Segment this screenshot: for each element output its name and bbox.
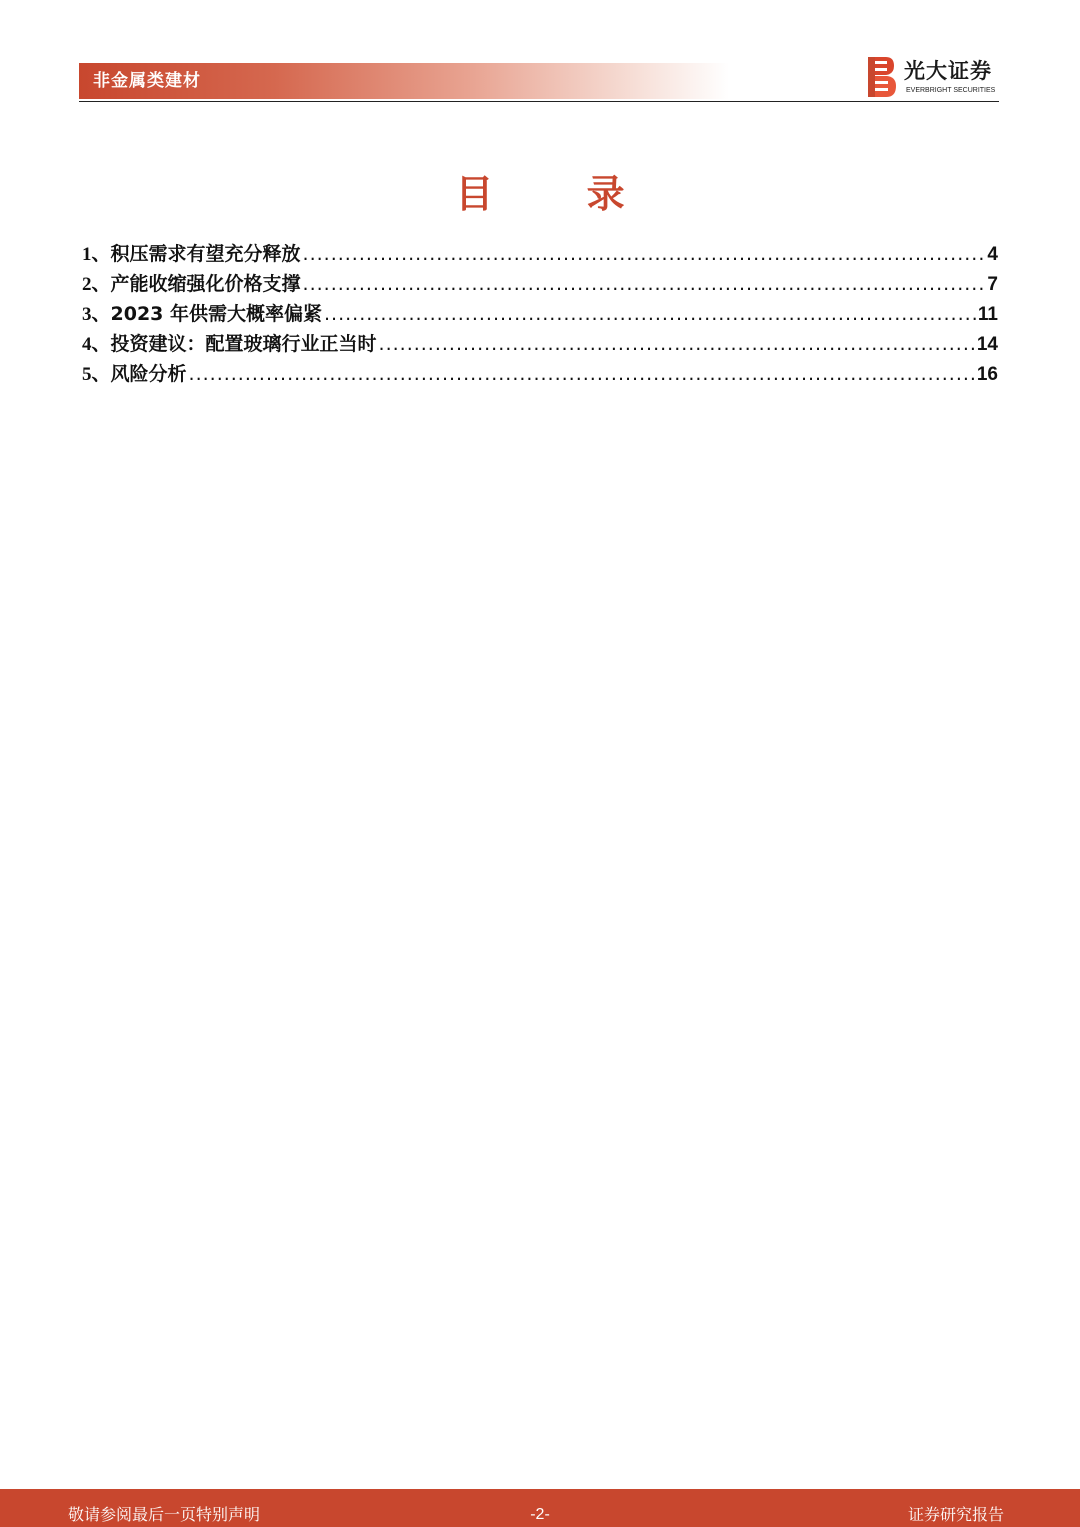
header-category: 非金属类建材 xyxy=(93,71,201,91)
brand-logo xyxy=(866,57,1002,99)
toc-entry[interactable] xyxy=(82,329,998,359)
toc-entry-label: 风险分析 xyxy=(110,363,187,385)
toc-entry[interactable] xyxy=(82,239,998,269)
toc-entry-label: 产能收缩强化价格支撑 xyxy=(110,273,301,295)
footer-report-type: 证券研究报告 xyxy=(907,1505,1004,1524)
toc-entry-number: 2、 xyxy=(82,274,111,295)
toc-entry-page: 7 xyxy=(987,274,998,295)
toc-dot-leader xyxy=(189,359,975,389)
toc-entry-number: 5、 xyxy=(82,364,111,385)
everbright-logo-icon xyxy=(866,57,896,97)
toc-entry-label: 2023 年供需大概率偏紧 xyxy=(110,303,323,325)
toc-dot-leader xyxy=(303,239,986,269)
toc-entry-number: 3、 xyxy=(82,304,111,325)
footer-disclaimer-note: 敬请参阅最后一页特别声明 xyxy=(68,1505,261,1524)
toc-entry-number: 1、 xyxy=(82,244,111,265)
toc-list xyxy=(82,239,998,389)
brand-name-cn: 光大证券 xyxy=(904,59,992,83)
toc-entry-page: 4 xyxy=(987,244,998,265)
toc-entry[interactable] xyxy=(82,299,998,329)
toc-entry-page: 14 xyxy=(976,334,998,355)
toc-entry-label: 积压需求有望充分释放 xyxy=(110,243,301,265)
toc-title: 目 录 xyxy=(455,172,665,216)
toc-entry[interactable] xyxy=(82,359,998,389)
toc-entry[interactable] xyxy=(82,269,998,299)
toc-dot-leader xyxy=(324,299,976,329)
toc-entry-page: 16 xyxy=(976,364,998,385)
header-divider xyxy=(79,101,999,102)
toc-entry-label: 投资建议：配置玻璃行业正当时 xyxy=(110,333,377,355)
toc-dot-leader xyxy=(379,329,975,359)
toc-entry-number: 4、 xyxy=(82,334,111,355)
toc-dot-leader xyxy=(303,269,986,299)
footer-page-number: -2- xyxy=(530,1506,550,1523)
toc-entry-page: 11 xyxy=(977,304,998,325)
brand-name-en: EVERBRIGHT SECURITIES xyxy=(906,87,996,94)
